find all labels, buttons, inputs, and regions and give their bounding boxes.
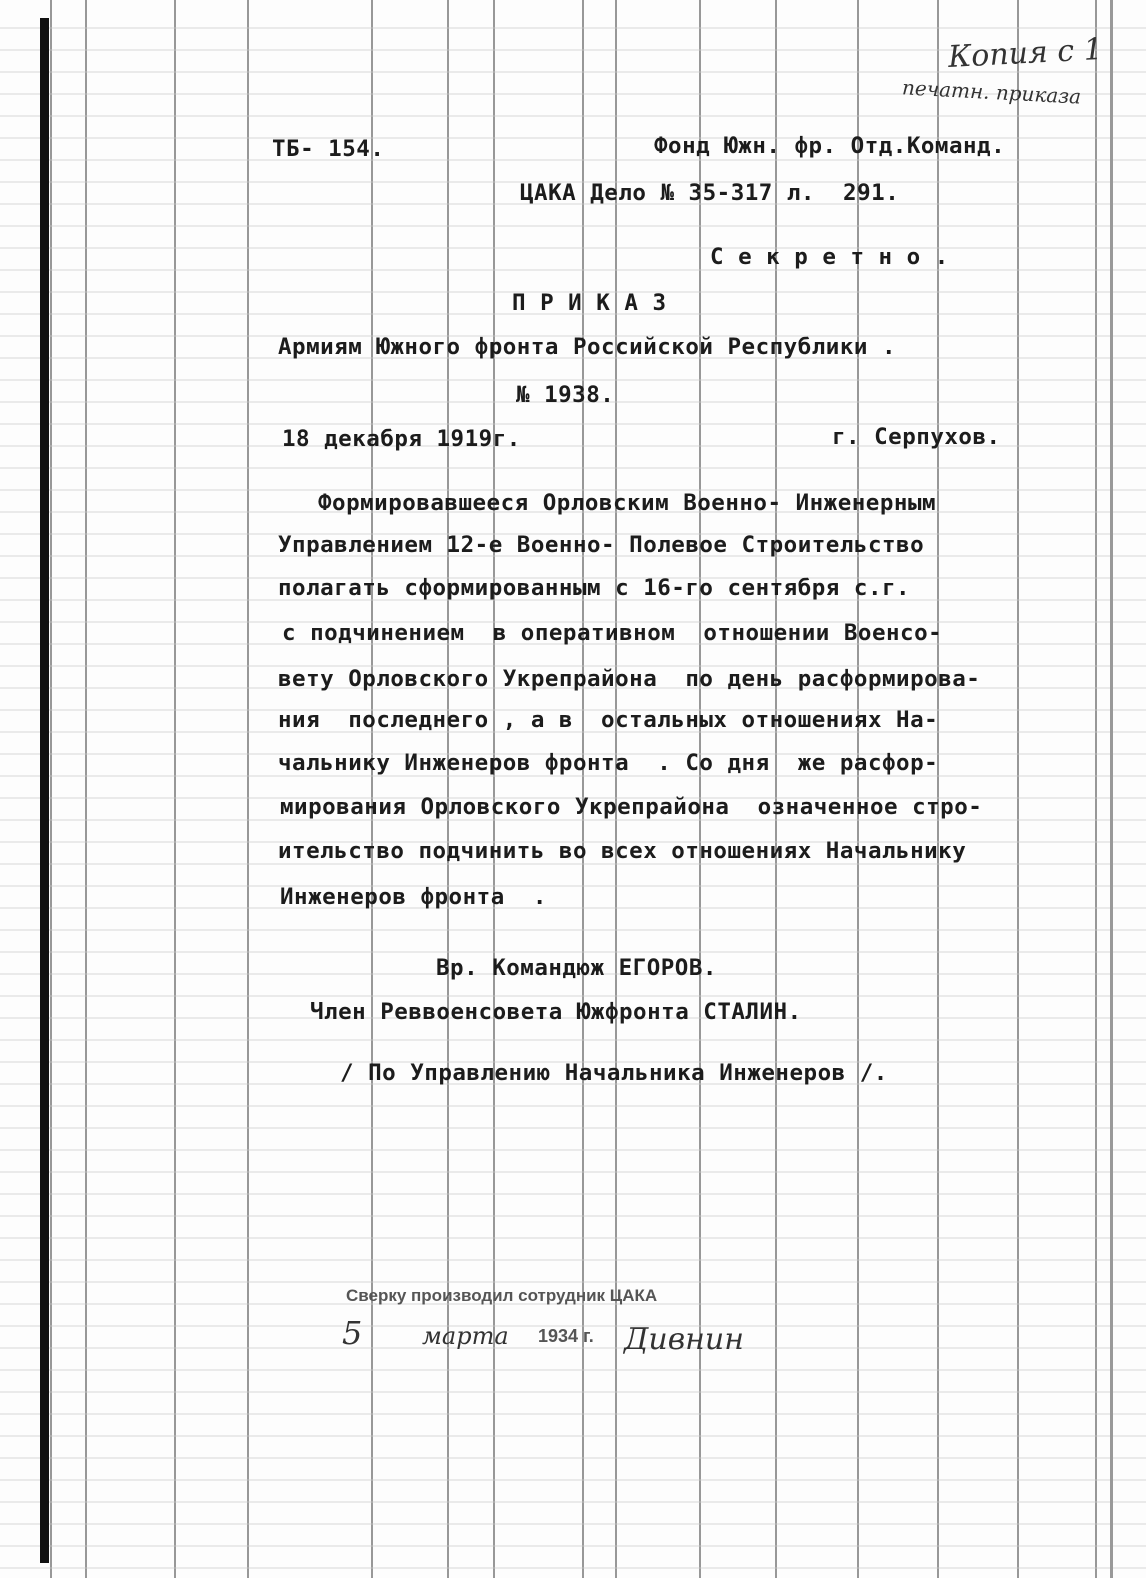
order-date: 18 декабря 1919г. bbox=[282, 426, 521, 452]
body-line: Инженеров фронта . bbox=[280, 884, 547, 910]
fond-reference: Фонд Южн. фр. Отд.Команд. bbox=[654, 133, 1006, 159]
addressee: Армиям Южного фронта Российской Республики . bbox=[278, 334, 897, 360]
signature-department: / По Управлению Начальника Инженеров /. bbox=[340, 1060, 888, 1086]
stamp-month: марта bbox=[422, 1322, 509, 1350]
stamp-year: 1934 г. bbox=[538, 1326, 594, 1346]
order-place: г. Серпухов. bbox=[832, 424, 1001, 450]
classification-secret: С е к р е т н о . bbox=[710, 244, 949, 270]
body-line: с подчинением в оперативном отношении Военсо- bbox=[282, 620, 943, 646]
signature-commander: Вр. Командюж ЕГОРОВ. bbox=[436, 955, 717, 981]
document-heading: П Р И К А З bbox=[512, 290, 667, 316]
stamp-day: 5 bbox=[342, 1314, 363, 1352]
order-number: № 1938. bbox=[516, 382, 615, 408]
stamp-signature: Дивнин bbox=[624, 1322, 745, 1357]
handwritten-annotation-copy: Копия с 1 bbox=[947, 31, 1104, 76]
page-left-edge bbox=[40, 18, 49, 1563]
body-line: вету Орловского Укрепрайона по день расформирова- bbox=[278, 666, 981, 692]
signature-member: Член Реввоенсовета Южфронта СТАЛИН. bbox=[310, 999, 802, 1025]
body-line: чальнику Инженеров фронта . Со дня же расфор- bbox=[278, 750, 939, 776]
page-right-edge bbox=[1110, 0, 1113, 1578]
reference-number: ТБ- 154. bbox=[272, 136, 385, 162]
archive-reference: ЦАКА Дело № 35-317 л. 291. bbox=[520, 180, 900, 206]
body-line: ния последнего , а в остальных отношениях На- bbox=[278, 707, 939, 733]
body-line: мирования Орловского Укрепрайона означенное стро- bbox=[280, 794, 983, 820]
body-line: Управлением 12-е Военно- Полевое Строительство bbox=[278, 532, 925, 558]
body-line: Формировавшееся Орловским Военно- Инженерным bbox=[318, 490, 937, 516]
body-line: ительство подчинить во всех отношениях Начальнику bbox=[278, 838, 967, 864]
body-line: полагать сформированным с 16-го сентября с.г. bbox=[278, 575, 911, 601]
verification-stamp: Сверку производил сотрудник ЦАКА bbox=[346, 1286, 658, 1305]
handwritten-annotation-printed: печатн. приказа bbox=[901, 75, 1082, 109]
